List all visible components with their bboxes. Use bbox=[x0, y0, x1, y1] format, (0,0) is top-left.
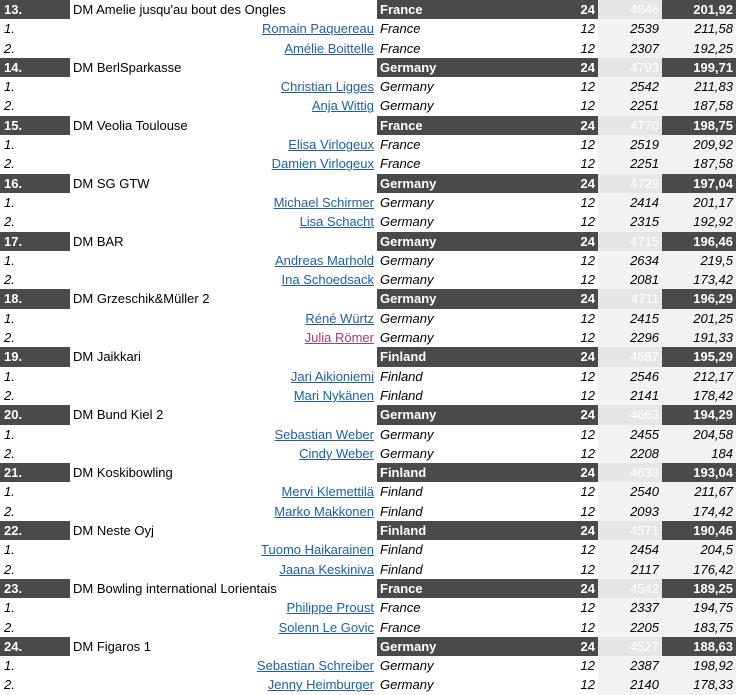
player-country: Germany bbox=[380, 79, 434, 95]
team-average: 196,46 bbox=[662, 232, 736, 251]
team-games: 24 bbox=[576, 58, 598, 77]
player-position: 2. bbox=[4, 503, 15, 519]
player-name-link[interactable]: Réné Würtz bbox=[305, 310, 374, 326]
team-games: 24 bbox=[576, 347, 598, 366]
player-name-link[interactable]: Philippe Proust bbox=[286, 600, 374, 616]
player-pins: 2251 bbox=[598, 154, 662, 173]
player-row bbox=[0, 502, 736, 521]
player-games: 12 bbox=[580, 387, 595, 403]
team-pins: 4711 bbox=[598, 289, 662, 308]
team-row bbox=[0, 116, 736, 135]
player-position: 1. bbox=[4, 137, 15, 153]
player-name-link[interactable]: Amélie Boittelle bbox=[284, 40, 374, 56]
player-average: 187,58 bbox=[662, 96, 736, 115]
player-name-link[interactable]: Damien Virlogeux bbox=[271, 156, 374, 172]
player-name-link[interactable]: Romain Paquereau bbox=[261, 21, 374, 37]
player-position: 1. bbox=[4, 21, 15, 37]
team-country: France bbox=[377, 0, 576, 19]
player-row bbox=[0, 154, 736, 173]
player-row bbox=[0, 328, 736, 347]
player-pins: 2634 bbox=[598, 251, 662, 270]
team-name: DM Veolia Toulouse bbox=[70, 116, 376, 135]
player-row bbox=[0, 309, 736, 328]
team-row bbox=[0, 637, 736, 656]
player-country: France bbox=[380, 619, 421, 635]
player-row bbox=[0, 425, 736, 444]
team-rank: 22. bbox=[0, 521, 70, 540]
player-average: 194,75 bbox=[662, 598, 736, 617]
player-pins: 2337 bbox=[598, 598, 662, 617]
player-position: 2. bbox=[4, 330, 15, 346]
team-rank: 16. bbox=[0, 174, 70, 193]
player-country: France bbox=[380, 600, 421, 616]
player-name-link[interactable]: Sebastian Weber bbox=[274, 426, 374, 442]
team-country: Finland bbox=[377, 347, 576, 366]
player-average: 184 bbox=[662, 444, 736, 463]
player-country: Germany bbox=[380, 445, 434, 461]
team-row bbox=[0, 579, 736, 598]
player-position: 1. bbox=[4, 542, 15, 558]
player-country: Germany bbox=[380, 194, 434, 210]
team-games: 24 bbox=[576, 579, 598, 598]
team-average: 199,71 bbox=[662, 58, 736, 77]
player-row bbox=[0, 367, 736, 386]
player-games: 12 bbox=[580, 561, 595, 577]
player-pins: 2546 bbox=[598, 367, 662, 386]
player-position: 1. bbox=[4, 79, 15, 95]
player-row bbox=[0, 618, 736, 637]
player-games: 12 bbox=[580, 503, 595, 519]
player-name-link[interactable]: Cindy Weber bbox=[299, 445, 374, 461]
team-row bbox=[0, 232, 736, 251]
player-pins: 2081 bbox=[598, 270, 662, 289]
player-row bbox=[0, 270, 736, 289]
team-games: 24 bbox=[576, 405, 598, 424]
player-name-link[interactable]: Mervi Klemettilä bbox=[281, 484, 374, 500]
team-row bbox=[0, 463, 736, 482]
player-average: 201,17 bbox=[662, 193, 736, 212]
player-position: 1. bbox=[4, 310, 15, 326]
player-pins: 2251 bbox=[598, 96, 662, 115]
team-pins: 4715 bbox=[598, 232, 662, 251]
player-games: 12 bbox=[580, 619, 595, 635]
team-rank: 24. bbox=[0, 637, 70, 656]
player-pins: 2415 bbox=[598, 309, 662, 328]
player-pins: 2315 bbox=[598, 212, 662, 231]
player-average: 201,25 bbox=[662, 309, 736, 328]
player-games: 12 bbox=[580, 137, 595, 153]
team-pins: 4527 bbox=[598, 637, 662, 656]
player-name-link[interactable]: Mari Nykänen bbox=[293, 387, 374, 403]
player-name-link[interactable]: Christian Ligges bbox=[280, 79, 374, 95]
player-country: France bbox=[380, 137, 421, 153]
player-country: Germany bbox=[380, 658, 434, 674]
team-name: DM BerlSparkasse bbox=[70, 58, 376, 77]
player-position: 1. bbox=[4, 484, 15, 500]
team-country: Germany bbox=[377, 289, 576, 308]
player-name-link[interactable]: Jari Aikioniemi bbox=[290, 368, 374, 384]
player-country: Germany bbox=[380, 330, 434, 346]
player-country: France bbox=[380, 156, 421, 172]
player-row bbox=[0, 540, 736, 559]
player-pins: 2307 bbox=[598, 39, 662, 58]
player-row bbox=[0, 212, 736, 231]
player-pins: 2455 bbox=[598, 425, 662, 444]
player-name-link[interactable]: Jaana Keskiniva bbox=[279, 561, 374, 577]
player-name-link[interactable]: Julia Römer bbox=[304, 330, 374, 346]
player-pins: 2205 bbox=[598, 618, 662, 637]
player-games: 12 bbox=[580, 658, 595, 674]
player-position: 1. bbox=[4, 426, 15, 442]
player-games: 12 bbox=[580, 600, 595, 616]
player-average: 176,42 bbox=[662, 560, 736, 579]
player-name-link[interactable]: Lisa Schacht bbox=[299, 214, 374, 230]
player-average: 211,83 bbox=[662, 77, 736, 96]
team-row bbox=[0, 0, 736, 19]
player-average: 219,5 bbox=[662, 251, 736, 270]
player-pins: 2542 bbox=[598, 77, 662, 96]
team-name: DM Bund Kiel 2 bbox=[70, 405, 376, 424]
player-games: 12 bbox=[580, 40, 595, 56]
player-position: 2. bbox=[4, 387, 15, 403]
player-position: 2. bbox=[4, 619, 15, 635]
team-name: DM Neste Oyj bbox=[70, 521, 376, 540]
player-name-link[interactable]: Andreas Marhold bbox=[275, 252, 374, 268]
player-average: 183,75 bbox=[662, 618, 736, 637]
team-name: DM Bowling international Lorientais bbox=[70, 579, 376, 598]
player-row bbox=[0, 77, 736, 96]
player-country: Germany bbox=[380, 272, 434, 288]
player-row bbox=[0, 135, 736, 154]
player-average: 198,92 bbox=[662, 656, 736, 675]
player-row bbox=[0, 386, 736, 405]
team-country: France bbox=[377, 116, 576, 135]
player-pins: 2414 bbox=[598, 193, 662, 212]
player-average: 174,42 bbox=[662, 502, 736, 521]
player-games: 12 bbox=[580, 368, 595, 384]
player-country: France bbox=[380, 21, 421, 37]
team-country: Germany bbox=[377, 637, 576, 656]
player-position: 2. bbox=[4, 445, 15, 461]
player-country: France bbox=[380, 40, 421, 56]
player-position: 1. bbox=[4, 252, 15, 268]
team-games: 24 bbox=[576, 174, 598, 193]
player-country: Germany bbox=[380, 426, 434, 442]
team-name: DM Koskibowling bbox=[70, 463, 376, 482]
player-position: 1. bbox=[4, 368, 15, 384]
player-country: Finland bbox=[380, 368, 423, 384]
team-pins: 4687 bbox=[598, 347, 662, 366]
player-pins: 2093 bbox=[598, 502, 662, 521]
player-position: 1. bbox=[4, 600, 15, 616]
team-games: 24 bbox=[576, 289, 598, 308]
team-rank: 15. bbox=[0, 116, 70, 135]
player-position: 2. bbox=[4, 272, 15, 288]
team-average: 197,04 bbox=[662, 174, 736, 193]
player-pins: 2117 bbox=[598, 560, 662, 579]
team-average: 194,29 bbox=[662, 405, 736, 424]
player-country: Finland bbox=[380, 503, 423, 519]
player-row bbox=[0, 598, 736, 617]
team-country: Germany bbox=[377, 58, 576, 77]
team-average: 193,04 bbox=[662, 463, 736, 482]
player-average: 209,92 bbox=[662, 135, 736, 154]
team-pins: 4729 bbox=[598, 174, 662, 193]
player-games: 12 bbox=[580, 156, 595, 172]
team-games: 24 bbox=[576, 521, 598, 540]
player-country: Germany bbox=[380, 98, 434, 114]
player-average: 192,92 bbox=[662, 212, 736, 231]
team-games: 24 bbox=[576, 232, 598, 251]
team-row bbox=[0, 405, 736, 424]
team-average: 188,63 bbox=[662, 637, 736, 656]
player-country: Finland bbox=[380, 484, 423, 500]
player-row bbox=[0, 444, 736, 463]
player-country: Finland bbox=[380, 387, 423, 403]
team-average: 190,46 bbox=[662, 521, 736, 540]
player-games: 12 bbox=[580, 445, 595, 461]
team-average: 196,29 bbox=[662, 289, 736, 308]
team-country: France bbox=[377, 579, 576, 598]
player-country: Finland bbox=[380, 542, 423, 558]
player-average: 173,42 bbox=[662, 270, 736, 289]
player-pins: 2454 bbox=[598, 540, 662, 559]
team-country: Germany bbox=[377, 232, 576, 251]
player-games: 12 bbox=[580, 21, 595, 37]
team-row bbox=[0, 521, 736, 540]
player-average: 178,42 bbox=[662, 386, 736, 405]
player-average: 211,67 bbox=[662, 482, 736, 501]
team-name: DM Grzeschik&Müller 2 bbox=[70, 289, 376, 308]
team-games: 24 bbox=[576, 0, 598, 19]
team-row bbox=[0, 58, 736, 77]
player-average: 192,25 bbox=[662, 39, 736, 58]
team-average: 189,25 bbox=[662, 579, 736, 598]
player-country: Germany bbox=[380, 677, 434, 693]
player-name-link[interactable]: Marko Makkonen bbox=[274, 503, 374, 519]
player-games: 12 bbox=[580, 214, 595, 230]
player-pins: 2140 bbox=[598, 675, 662, 694]
player-position: 1. bbox=[4, 658, 15, 674]
player-average: 178,33 bbox=[662, 675, 736, 694]
player-row bbox=[0, 251, 736, 270]
team-row bbox=[0, 174, 736, 193]
team-country: Finland bbox=[377, 521, 576, 540]
player-average: 204,58 bbox=[662, 425, 736, 444]
player-pins: 2519 bbox=[598, 135, 662, 154]
player-games: 12 bbox=[580, 98, 595, 114]
team-pins: 4793 bbox=[598, 58, 662, 77]
team-pins: 4846 bbox=[598, 0, 662, 19]
team-name: DM Jaikkari bbox=[70, 347, 376, 366]
team-pins: 4542 bbox=[598, 579, 662, 598]
team-average: 201,92 bbox=[662, 0, 736, 19]
player-position: 2. bbox=[4, 561, 15, 577]
player-position: 2. bbox=[4, 214, 15, 230]
team-country: Finland bbox=[377, 463, 576, 482]
team-row bbox=[0, 289, 736, 308]
player-games: 12 bbox=[580, 330, 595, 346]
player-average: 191,33 bbox=[662, 328, 736, 347]
player-row bbox=[0, 96, 736, 115]
team-name: DM BAR bbox=[70, 232, 376, 251]
player-pins: 2539 bbox=[598, 19, 662, 38]
player-average: 187,58 bbox=[662, 154, 736, 173]
team-games: 24 bbox=[576, 116, 598, 135]
player-position: 2. bbox=[4, 98, 15, 114]
team-name: DM Amelie jusqu'au bout des Ongles bbox=[70, 0, 376, 19]
team-rank: 14. bbox=[0, 58, 70, 77]
team-average: 198,75 bbox=[662, 116, 736, 135]
player-position: 2. bbox=[4, 677, 15, 693]
player-country: Germany bbox=[380, 252, 434, 268]
player-pins: 2296 bbox=[598, 328, 662, 347]
player-pins: 2540 bbox=[598, 482, 662, 501]
player-name-link[interactable]: Jenny Heimburger bbox=[267, 677, 374, 693]
player-games: 12 bbox=[580, 79, 595, 95]
team-average: 195,29 bbox=[662, 347, 736, 366]
team-rank: 19. bbox=[0, 347, 70, 366]
team-games: 24 bbox=[576, 637, 598, 656]
player-row bbox=[0, 675, 736, 694]
player-name-link[interactable]: Elisa Virlogeux bbox=[288, 137, 374, 153]
team-pins: 4633 bbox=[598, 463, 662, 482]
player-games: 12 bbox=[580, 426, 595, 442]
player-pins: 2387 bbox=[598, 656, 662, 675]
team-rank: 23. bbox=[0, 579, 70, 598]
player-name-link[interactable]: Anja Wittig bbox=[311, 98, 374, 114]
team-rank: 13. bbox=[0, 0, 70, 19]
team-rank: 18. bbox=[0, 289, 70, 308]
team-pins: 4770 bbox=[598, 116, 662, 135]
player-country: Germany bbox=[380, 310, 434, 326]
player-row bbox=[0, 560, 736, 579]
player-row bbox=[0, 656, 736, 675]
player-position: 2. bbox=[4, 156, 15, 172]
player-row bbox=[0, 193, 736, 212]
player-row bbox=[0, 39, 736, 58]
team-name: DM SG GTW bbox=[70, 174, 376, 193]
team-country: Germany bbox=[377, 174, 576, 193]
team-rank: 21. bbox=[0, 463, 70, 482]
player-pins: 2141 bbox=[598, 386, 662, 405]
player-row bbox=[0, 482, 736, 501]
player-country: Finland bbox=[380, 561, 423, 577]
player-country: Germany bbox=[380, 214, 434, 230]
player-position: 2. bbox=[4, 40, 15, 56]
player-games: 12 bbox=[580, 272, 595, 288]
player-games: 12 bbox=[580, 194, 595, 210]
team-country: Germany bbox=[377, 405, 576, 424]
team-name: DM Figaros 1 bbox=[70, 637, 376, 656]
player-games: 12 bbox=[580, 484, 595, 500]
player-games: 12 bbox=[580, 252, 595, 268]
team-row bbox=[0, 347, 736, 366]
player-games: 12 bbox=[580, 542, 595, 558]
player-name-link[interactable]: Ina Schoedsack bbox=[281, 272, 374, 288]
team-pins: 4663 bbox=[598, 405, 662, 424]
player-row bbox=[0, 19, 736, 38]
player-average: 211,58 bbox=[662, 19, 736, 38]
team-games: 24 bbox=[576, 463, 598, 482]
player-name-link[interactable]: Sebastian Schreiber bbox=[256, 658, 374, 674]
player-pins: 2208 bbox=[598, 444, 662, 463]
player-games: 12 bbox=[580, 677, 595, 693]
player-name-link[interactable]: Solenn Le Govic bbox=[278, 619, 374, 635]
player-name-link[interactable]: Michael Schirmer bbox=[273, 194, 374, 210]
player-position: 1. bbox=[4, 194, 15, 210]
team-pins: 4571 bbox=[598, 521, 662, 540]
player-average: 212,17 bbox=[662, 367, 736, 386]
team-rank: 17. bbox=[0, 232, 70, 251]
player-games: 12 bbox=[580, 310, 595, 326]
player-name-link[interactable]: Tuomo Haikarainen bbox=[261, 542, 374, 558]
player-average: 204,5 bbox=[662, 540, 736, 559]
team-rank: 20. bbox=[0, 405, 70, 424]
